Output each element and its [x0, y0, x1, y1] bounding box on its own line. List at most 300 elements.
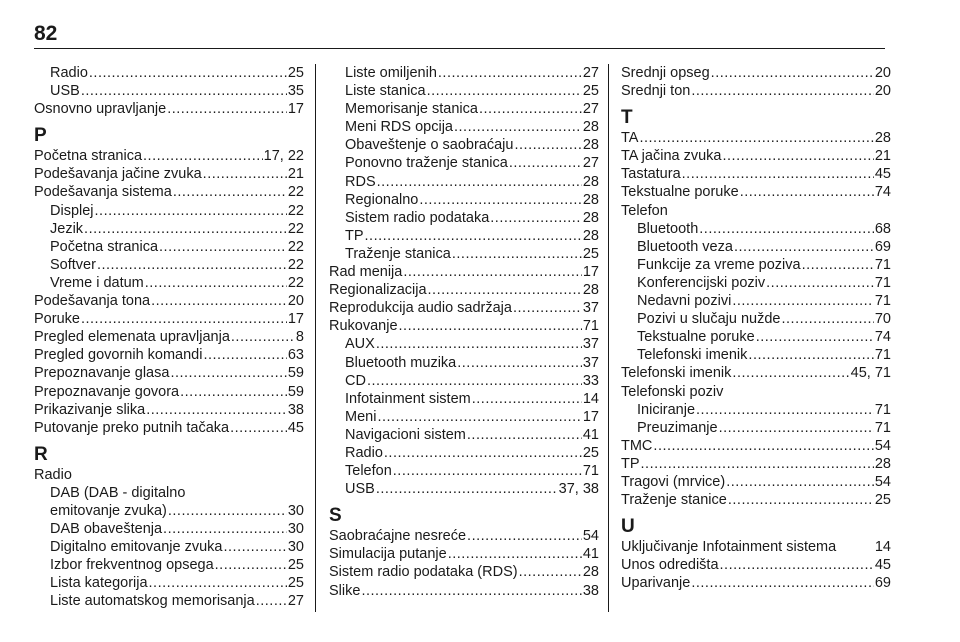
- index-subentry: [329, 444, 599, 462]
- page-reference: 28: [582, 137, 599, 154]
- page-reference: 68: [874, 220, 891, 237]
- index-subentry: [34, 502, 304, 520]
- index-entry: [329, 527, 599, 545]
- entry-term: Tekstualne poruke: [637, 329, 755, 346]
- page-number: 82: [34, 22, 58, 45]
- entry-term: Prepoznavanje govora: [34, 383, 180, 400]
- page-reference: 25: [287, 575, 304, 592]
- index-entry: [621, 455, 891, 473]
- index-subentry: [621, 220, 891, 238]
- dot-leader: [641, 455, 874, 473]
- index-entry: [329, 563, 599, 581]
- index-entry: [621, 165, 891, 183]
- entry-term: Telefon: [345, 463, 392, 480]
- index-subentry: [34, 538, 304, 556]
- index-subentry: [34, 484, 304, 502]
- dot-leader: [802, 256, 874, 274]
- page-reference: 45: [874, 557, 891, 574]
- dot-leader: [376, 480, 558, 498]
- dot-leader: [81, 310, 287, 328]
- index-subentry: [621, 238, 891, 256]
- entry-term: Meni RDS opcija: [345, 119, 453, 136]
- page-reference: 54: [874, 437, 891, 454]
- dot-leader: [173, 183, 287, 201]
- dot-leader: [756, 328, 874, 346]
- page-reference: 22: [287, 238, 304, 255]
- page-reference: 45: [874, 166, 891, 183]
- index-subentry: [621, 274, 891, 292]
- page-reference: 8: [295, 329, 304, 346]
- entry-term: Obaveštenje o saobraćaju: [345, 137, 514, 154]
- entry-term: Iniciranje: [637, 401, 696, 418]
- page-reference: 17: [287, 311, 304, 328]
- dot-leader: [639, 129, 873, 147]
- page-reference: 17, 22: [263, 148, 304, 165]
- index-entry: [329, 317, 599, 335]
- dot-leader: [472, 390, 582, 408]
- entry-term: Jezik: [50, 220, 84, 237]
- index-subentry: [34, 256, 304, 274]
- dot-leader: [519, 563, 582, 581]
- index-subentry: [621, 401, 891, 419]
- entry-term: Telefonski poziv: [621, 383, 724, 400]
- dot-leader: [653, 437, 873, 455]
- index-subentry: [329, 390, 599, 408]
- index-entry: [621, 82, 891, 100]
- dot-leader: [377, 173, 582, 191]
- dot-leader: [427, 82, 582, 100]
- entry-term: Radio: [34, 466, 72, 483]
- entry-term: Bluetooth muzika: [345, 354, 457, 371]
- entry-term: Vreme i datum: [50, 274, 144, 291]
- dot-leader: [149, 574, 287, 592]
- page-reference: 25: [874, 492, 891, 509]
- index-entry: [34, 364, 304, 382]
- page-reference: 41: [582, 426, 599, 443]
- dot-leader: [419, 191, 581, 209]
- page-reference: 71: [874, 293, 891, 310]
- index-subentry: [329, 354, 599, 372]
- entry-term: Liste omiljenih: [345, 65, 437, 81]
- dot-leader: [719, 419, 874, 437]
- index-entry: [34, 346, 304, 364]
- index-entry: [329, 281, 599, 299]
- page-reference: 20: [287, 293, 304, 310]
- index-subentry: [34, 82, 304, 100]
- dot-leader: [490, 209, 582, 227]
- index-subentry: [329, 335, 599, 353]
- dot-leader: [509, 154, 582, 172]
- entry-term: Rukovanje: [329, 318, 398, 335]
- page-reference: 74: [874, 184, 891, 201]
- index-entry: [621, 64, 891, 82]
- column-divider: [608, 64, 609, 612]
- page-reference: 30: [287, 539, 304, 556]
- dot-leader: [89, 64, 287, 82]
- dot-leader: [84, 220, 287, 238]
- dot-leader: [393, 462, 582, 480]
- page-reference: 28: [582, 191, 599, 208]
- dot-leader: [722, 147, 873, 165]
- entry-term: TA: [621, 130, 639, 147]
- entry-term: Reprodukcija audio sadržaja: [329, 300, 512, 317]
- page-reference: 25: [582, 444, 599, 461]
- dot-leader: [452, 245, 582, 263]
- header-rule: [34, 48, 885, 49]
- entry-term: Poruke: [34, 311, 80, 328]
- entry-term: Nedavni pozivi: [637, 293, 732, 310]
- entry-term: Srednji ton: [621, 83, 691, 100]
- page-reference: 25: [287, 557, 304, 574]
- entry-term: Radio: [50, 65, 88, 81]
- index-entry: [621, 538, 891, 556]
- page-reference: 71: [874, 274, 891, 291]
- entry-term: Slike: [329, 582, 361, 599]
- index-subentry: [621, 310, 891, 328]
- page-reference: 22: [287, 184, 304, 201]
- index-column-1: [34, 64, 304, 611]
- entry-term: TMC: [621, 437, 653, 454]
- index-subentry: [34, 274, 304, 292]
- dot-leader: [696, 401, 874, 419]
- dot-leader: [728, 491, 874, 509]
- entry-term: Bluetooth: [637, 220, 699, 237]
- dot-leader: [384, 444, 582, 462]
- page-reference: 28: [582, 173, 599, 190]
- dot-leader: [231, 328, 295, 346]
- entry-term: CD: [345, 372, 366, 389]
- page-reference: 37, 38: [558, 481, 599, 498]
- page-reference: 54: [582, 528, 599, 545]
- entry-term: Navigacioni sistem: [345, 426, 466, 443]
- entry-term: Meni: [345, 408, 377, 425]
- page-reference: 30: [287, 521, 304, 538]
- index-subentry: [621, 256, 891, 274]
- dot-leader: [691, 574, 874, 592]
- index-subentry: [329, 480, 599, 498]
- dot-leader: [514, 136, 581, 154]
- index-subentry: [34, 574, 304, 592]
- dot-leader: [766, 274, 874, 292]
- index-entry: [34, 100, 304, 118]
- dot-leader: [467, 527, 582, 545]
- entry-term: Izbor frekventnog opsega: [50, 557, 214, 574]
- entry-term: Lista kategorija: [50, 575, 148, 592]
- entry-term: USB: [345, 481, 375, 498]
- dot-leader: [143, 147, 263, 165]
- dot-leader: [748, 346, 873, 364]
- page-reference: 28: [582, 564, 599, 581]
- page-reference: 71: [874, 347, 891, 364]
- page-reference: 28: [582, 209, 599, 226]
- dot-leader: [399, 317, 582, 335]
- index-subentry: [34, 202, 304, 220]
- page-reference: 25: [582, 245, 599, 262]
- index-column-2: [329, 64, 599, 600]
- dot-leader: [146, 401, 287, 419]
- entry-term: Regionalizacija: [329, 282, 427, 299]
- index-entry: [34, 383, 304, 401]
- entry-term: Uključivanje Infotainment sistema: [621, 539, 837, 556]
- entry-term: Telefonski imenik: [637, 347, 748, 364]
- page-reference: 41: [582, 546, 599, 563]
- index-subentry: [621, 419, 891, 437]
- page-reference: 63: [287, 347, 304, 364]
- page-reference: 25: [582, 83, 599, 100]
- dot-leader: [732, 364, 849, 382]
- dot-leader: [781, 310, 873, 328]
- page-reference: 38: [582, 582, 599, 599]
- dot-leader: [682, 165, 874, 183]
- page-reference: 21: [874, 148, 891, 165]
- index-entry: [34, 165, 304, 183]
- index-subentry: [329, 100, 599, 118]
- dot-leader: [367, 372, 582, 390]
- index-entry: [329, 582, 599, 600]
- entry-term: Pregled elemenata upravljanja: [34, 329, 230, 346]
- page-reference: 28: [874, 455, 891, 472]
- entry-term: Podešavanja jačine zvuka: [34, 166, 202, 183]
- entry-term: TP: [621, 455, 640, 472]
- dot-leader: [740, 183, 874, 201]
- dot-leader: [167, 100, 287, 118]
- entry-term: Konferencijski poziv: [637, 274, 766, 291]
- index-entry: [621, 202, 891, 220]
- page-reference: 22: [287, 202, 304, 219]
- entry-term: Rad menija: [329, 264, 403, 281]
- entry-term: Saobraćajne nesreće: [329, 528, 467, 545]
- index-subentry: [329, 227, 599, 245]
- index-subentry: [329, 118, 599, 136]
- entry-term: Displej: [50, 202, 94, 219]
- index-subentry: [329, 191, 599, 209]
- page-reference: 33: [582, 372, 599, 389]
- index-column-3: [621, 64, 891, 592]
- entry-term: Telefonski imenik: [621, 365, 732, 382]
- page-reference: 35: [287, 83, 304, 100]
- page-reference: 22: [287, 274, 304, 291]
- page-reference: 71: [874, 419, 891, 436]
- page-reference: 27: [287, 593, 304, 610]
- page-reference: 38: [287, 401, 304, 418]
- entry-term: Prepoznavanje glasa: [34, 365, 170, 382]
- index-subentry: [329, 408, 599, 426]
- dot-leader: [467, 426, 582, 444]
- entry-term: TP: [345, 227, 364, 244]
- page-reference: 45: [287, 419, 304, 436]
- dot-leader: [215, 556, 287, 574]
- dot-leader: [203, 165, 287, 183]
- entry-term: Regionalno: [345, 191, 419, 208]
- entry-term: Infotainment sistem: [345, 390, 471, 407]
- dot-leader: [376, 335, 582, 353]
- dot-leader: [734, 238, 874, 256]
- entry-term: Liste automatskog memorisanja: [50, 593, 255, 610]
- entry-term: Tastatura: [621, 166, 681, 183]
- entry-term: Početna stranica: [34, 148, 143, 165]
- index-subentry: [34, 238, 304, 256]
- dot-leader: [377, 408, 581, 426]
- entry-term: Preuzimanje: [637, 419, 718, 436]
- entry-term: Prikazivanje slika: [34, 401, 146, 418]
- entry-term: AUX: [345, 336, 375, 353]
- entry-term: Digitalno emitovanje zvuka: [50, 539, 223, 556]
- index-subentry: [329, 372, 599, 390]
- entry-term: USB: [50, 83, 80, 100]
- index-entry: [621, 383, 891, 401]
- entry-term: Radio: [345, 444, 383, 461]
- entry-term: Unos odredišta: [621, 557, 719, 574]
- entry-term: Pozivi u slučaju nužde: [637, 311, 781, 328]
- index-subentry: [34, 64, 304, 82]
- dot-leader: [180, 383, 287, 401]
- dot-leader: [163, 520, 287, 538]
- page-reference: 22: [287, 220, 304, 237]
- index-subentry: [329, 245, 599, 263]
- entry-term: Traženje stanice: [621, 492, 727, 509]
- entry-term: Telefon: [621, 202, 668, 219]
- entry-term: Memorisanje stanica: [345, 101, 478, 118]
- page-reference: 27: [582, 65, 599, 81]
- entry-term: Simulacija putanje: [329, 546, 447, 563]
- index-entry: [621, 556, 891, 574]
- page-reference: 74: [874, 329, 891, 346]
- page-reference: 71: [874, 401, 891, 418]
- page-reference: 17: [582, 264, 599, 281]
- page-reference: 37: [582, 354, 599, 371]
- page-reference: 25: [287, 65, 304, 81]
- index-subentry: [621, 346, 891, 364]
- index-subentry: [329, 173, 599, 191]
- page-reference: 17: [287, 101, 304, 118]
- page-reference: 45, 71: [850, 365, 891, 382]
- index-subentry: [34, 520, 304, 538]
- dot-leader: [691, 82, 874, 100]
- dot-leader: [454, 118, 582, 136]
- page-reference: 69: [874, 238, 891, 255]
- index-entry: [329, 263, 599, 281]
- index-entry: [621, 183, 891, 201]
- index-subentry: [329, 154, 599, 172]
- dot-leader: [513, 299, 582, 317]
- section-letter: R: [34, 443, 48, 465]
- index-entry: [34, 183, 304, 201]
- dot-leader: [428, 281, 582, 299]
- dot-leader: [448, 545, 582, 563]
- entry-term: Bluetooth veza: [637, 238, 733, 255]
- page-reference: 28: [582, 119, 599, 136]
- section-letter: T: [621, 107, 633, 129]
- index-subentry: [621, 328, 891, 346]
- index-subentry: [34, 556, 304, 574]
- dot-leader: [361, 582, 581, 600]
- index-subentry: [34, 592, 304, 610]
- dot-leader: [223, 538, 286, 556]
- page-reference: 71: [874, 256, 891, 273]
- entry-term: Pregled govornih komandi: [34, 347, 203, 364]
- page-reference: 59: [287, 365, 304, 382]
- page-reference: 28: [582, 227, 599, 244]
- entry-term: DAB obaveštenja: [50, 521, 163, 538]
- index-subentry: [329, 64, 599, 82]
- entry-term: Funkcije za vreme poziva: [637, 256, 801, 273]
- index-entry: [34, 147, 304, 165]
- dot-leader: [97, 256, 287, 274]
- page-reference: 20: [874, 65, 891, 81]
- index-subentry: [329, 209, 599, 227]
- dot-leader: [438, 64, 582, 82]
- dot-leader: [145, 274, 287, 292]
- index-entry: [621, 491, 891, 509]
- index-entry: [34, 419, 304, 437]
- dot-leader: [168, 502, 287, 520]
- page-reference: 37: [582, 336, 599, 353]
- page-reference: 28: [582, 282, 599, 299]
- dot-leader: [203, 346, 286, 364]
- section-letter: U: [621, 516, 635, 538]
- entry-term: DAB (DAB - digitalno: [50, 484, 186, 501]
- dot-leader: [726, 473, 874, 491]
- entry-term: Sistem radio podataka: [345, 209, 490, 226]
- section-letter: P: [34, 125, 47, 147]
- index-entry: [329, 299, 599, 317]
- page-reference: 30: [287, 502, 304, 519]
- entry-term: Srednji opseg: [621, 65, 710, 81]
- index-entry: [34, 401, 304, 419]
- dot-leader: [95, 202, 287, 220]
- dot-leader: [699, 220, 874, 238]
- entry-term: Tekstualne poruke: [621, 184, 739, 201]
- section-letter: S: [329, 505, 342, 527]
- entry-term: RDS: [345, 173, 376, 190]
- entry-term: Uparivanje: [621, 575, 691, 592]
- index-subentry: [34, 220, 304, 238]
- dot-leader: [365, 227, 582, 245]
- page-reference: 14: [582, 390, 599, 407]
- dot-leader: [711, 64, 874, 82]
- dot-leader: [457, 354, 582, 372]
- index-entry: [621, 574, 891, 592]
- page-reference: 37: [582, 300, 599, 317]
- dot-leader: [403, 263, 582, 281]
- page-reference: 71: [582, 318, 599, 335]
- entry-term: Sistem radio podataka (RDS): [329, 564, 518, 581]
- entry-term: Osnovno upravljanje: [34, 101, 167, 118]
- entry-term: Putovanje preko putnih tačaka: [34, 419, 230, 436]
- index-entry: [329, 545, 599, 563]
- page-reference: 71: [582, 463, 599, 480]
- page-reference: 20: [874, 83, 891, 100]
- dot-leader: [230, 419, 287, 437]
- index-entry: [621, 437, 891, 455]
- page-reference: 21: [287, 166, 304, 183]
- index-entry: [34, 466, 304, 484]
- page-reference: 70: [874, 311, 891, 328]
- dot-leader: [479, 100, 582, 118]
- dot-leader: [159, 238, 287, 256]
- index-entry: [34, 328, 304, 346]
- index-subentry: [329, 136, 599, 154]
- page-reference: 27: [582, 155, 599, 172]
- entry-term: Tragovi (mrvice): [621, 473, 726, 490]
- dot-leader: [81, 82, 287, 100]
- dot-leader: [256, 592, 287, 610]
- dot-leader: [732, 292, 874, 310]
- index-entry: [621, 473, 891, 491]
- page-reference: 59: [287, 383, 304, 400]
- entry-term: Ponovno traženje stanica: [345, 155, 508, 172]
- page-reference: 69: [874, 575, 891, 592]
